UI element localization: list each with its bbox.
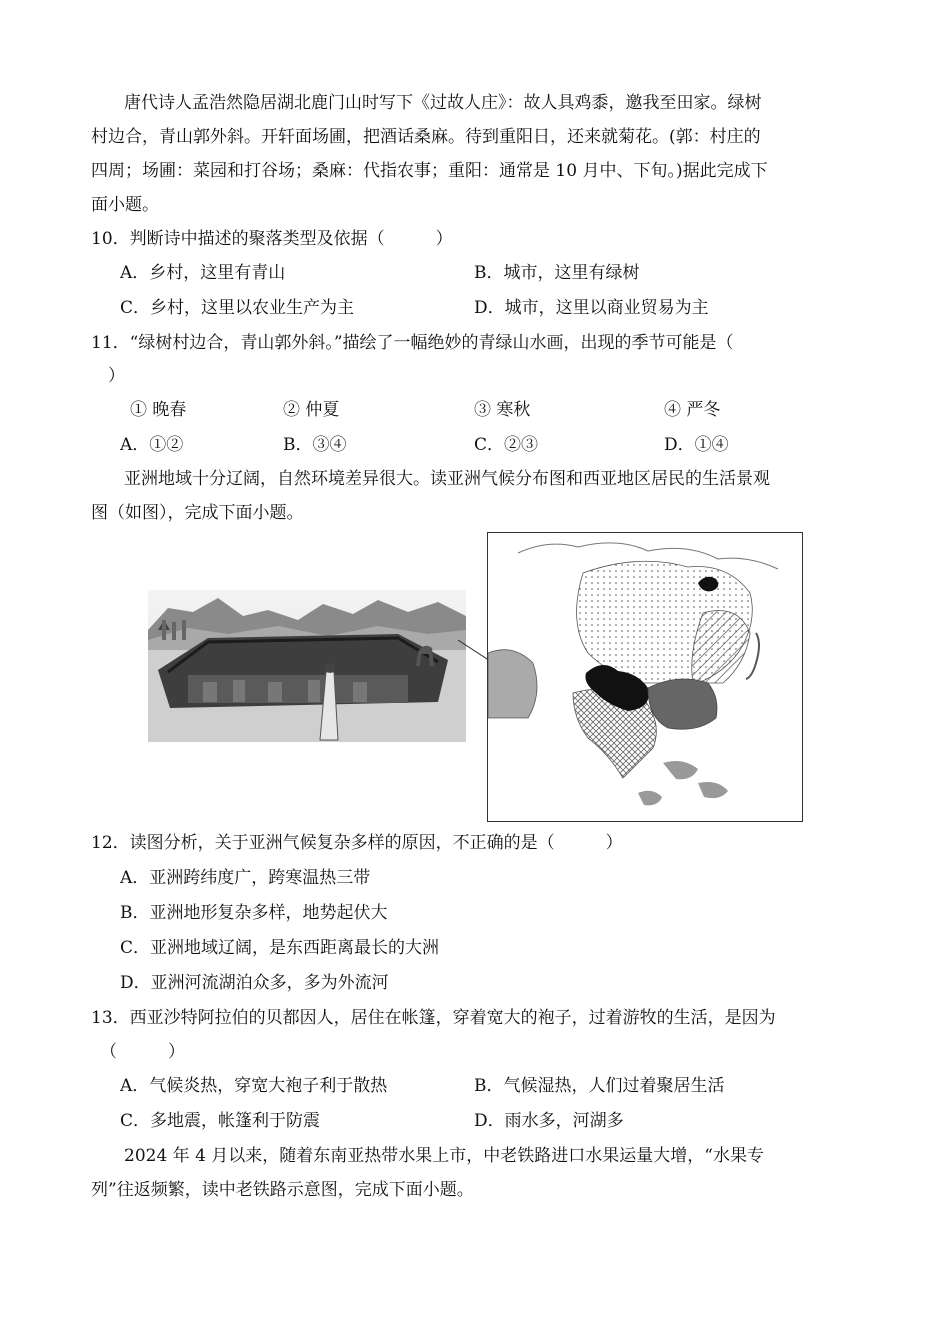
intro2-line-2: 图（如图），完成下面小题。 — [91, 503, 304, 523]
q11-item-4: ④ 严冬 — [664, 400, 721, 420]
intro1-line-1: 唐代诗人孟浩然隐居湖北鹿门山时写下《过故人庄》：故人具鸡黍，邀我至田家。绿树 — [124, 93, 762, 113]
intro1-line-2: 村边合，青山郭外斜。开轩面场圃，把酒话桑麻。待到重阳日，还来就菊花。(郭：村庄的 — [91, 127, 761, 147]
q10-option-d[interactable]: D．城市，这里以商业贸易为主 — [474, 298, 709, 318]
q12-option-a[interactable]: A．亚洲跨纬度广，跨寒温热三带 — [120, 868, 371, 888]
q11-stem-1: 11．“绿树村边合，青山郭外斜。”描绘了一幅绝妙的青绿山水画，出现的季节可能是（ — [91, 333, 734, 353]
q10-option-b[interactable]: B．城市，这里有绿树 — [474, 263, 640, 283]
q13-option-b[interactable]: B．气候湿热，人们过着聚居生活 — [474, 1076, 725, 1096]
intro1-line-3: 四周；场圃：菜园和打谷场；桑麻：代指农事；重阳：通常是 10 月中、下旬。)据此完成下 — [91, 161, 768, 181]
q11-item-2: ② 仲夏 — [283, 400, 340, 420]
q13-stem-2: （ ） — [100, 1042, 185, 1062]
q10-option-c[interactable]: C．乡村，这里以农业生产为主 — [120, 298, 355, 318]
intro1-line-4: 面小题。 — [91, 195, 159, 215]
q13-option-d[interactable]: D．雨水多，河湖多 — [474, 1111, 624, 1131]
q11-option-a[interactable]: A．①② — [120, 435, 184, 455]
q13-option-a[interactable]: A．气候炎热，穿宽大袍子利于散热 — [120, 1076, 388, 1096]
q10-option-a[interactable]: A．乡村，这里有青山 — [120, 263, 286, 283]
q12-stem: 12．读图分析，关于亚洲气候复杂多样的原因，不正确的是（ ） — [91, 833, 623, 853]
q11-stem-2: ） — [108, 366, 125, 386]
q11-option-d[interactable]: D．①④ — [664, 435, 729, 455]
q13-option-c[interactable]: C．多地震，帐篷利于防震 — [120, 1111, 321, 1131]
q11-item-1: ① 晚春 — [130, 400, 187, 420]
q11-option-c[interactable]: C．②③ — [474, 435, 539, 455]
q11-option-b[interactable]: B．③④ — [283, 435, 347, 455]
q12-option-b[interactable]: B．亚洲地形复杂多样，地势起伏大 — [120, 903, 388, 923]
intro3-line-1: 2024 年 4 月以来，随着东南亚热带水果上市，中老铁路进口水果运量大增，“水果专 — [124, 1146, 764, 1166]
asia-climate-map — [487, 532, 803, 822]
q12-option-d[interactable]: D．亚洲河流湖泊众多，多为外流河 — [120, 973, 389, 993]
intro2-line-1: 亚洲地域十分辽阔，自然环境差异很大。读亚洲气候分布图和西亚地区居民的生活景观 — [124, 469, 770, 489]
q10-stem: 10．判断诗中描述的聚落类型及依据（ ） — [91, 229, 453, 249]
q11-item-3: ③ 寒秋 — [474, 400, 531, 420]
q12-option-c[interactable]: C．亚洲地域辽阔，是东西距离最长的大洲 — [120, 938, 440, 958]
intro3-line-2: 列”往返频繁，读中老铁路示意图，完成下面小题。 — [91, 1180, 474, 1200]
bedouin-tent-illustration — [148, 590, 466, 742]
q13-stem-1: 13．西亚沙特阿拉伯的贝都因人，居住在帐篷，穿着宽大的袍子，过着游牧的生活，是因为 — [91, 1008, 776, 1028]
